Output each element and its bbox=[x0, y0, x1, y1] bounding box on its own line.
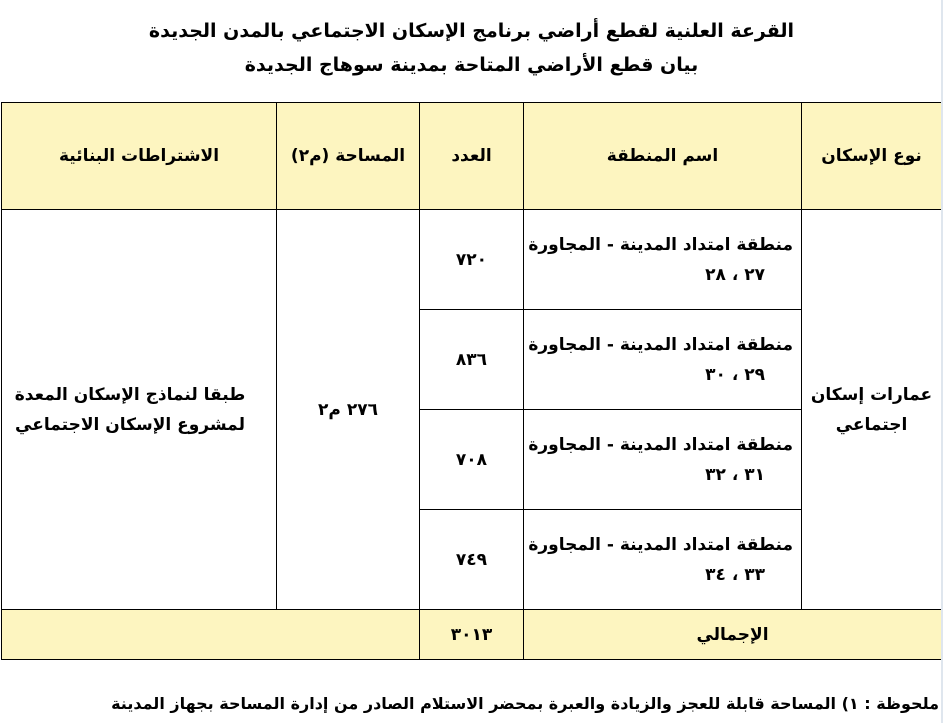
housing-type-line1: عمارات إسكان bbox=[810, 384, 933, 405]
count-cell: ٧٠٨ bbox=[420, 410, 524, 510]
area-cell: ٢٧٦ م٢ bbox=[277, 210, 420, 610]
zone-name-line1: منطقة امتداد المدينة - المجاورة bbox=[528, 434, 793, 455]
zone-name-cell bbox=[524, 410, 802, 510]
zone-name-line2: ٢٩ ، ٣٠ bbox=[705, 364, 765, 385]
total-empty-cell bbox=[2, 610, 420, 660]
count-cell: ٧٢٠ bbox=[420, 210, 524, 310]
total-label-cell: الإجمالي bbox=[524, 610, 942, 660]
column-header-housing-type: نوع الإسكان bbox=[802, 103, 942, 210]
zone-name-line1: منطقة امتداد المدينة - المجاورة bbox=[528, 234, 793, 255]
total-row bbox=[2, 610, 942, 660]
footnote: ملحوظة : ١) المساحة قابلة للعجز والزيادة والعبرة بمحضر الاستلام الصادر من إدارة المساحة بجهاز المدينة bbox=[111, 694, 939, 713]
column-header-count: العدد bbox=[420, 103, 524, 210]
conditions-line2: لمشروع الإسكان الاجتماعي bbox=[15, 414, 245, 435]
zone-name-cell bbox=[524, 210, 802, 310]
count-cell: ٧٤٩ bbox=[420, 510, 524, 610]
zone-name-line2: ٣١ ، ٣٢ bbox=[705, 464, 765, 485]
header-title-line2: بيان قطع الأراضي المتاحة بمدينة سوهاج الجديدة bbox=[244, 54, 699, 76]
table-header-row bbox=[2, 103, 942, 210]
zone-name-line2: ٢٧ ، ٢٨ bbox=[705, 264, 765, 285]
column-header-conditions: الاشتراطات البنائية bbox=[2, 103, 277, 210]
zone-name-line2: ٣٣ ، ٣٤ bbox=[705, 564, 765, 585]
housing-type-line2: اجتماعي bbox=[835, 414, 908, 435]
zone-name-cell bbox=[524, 310, 802, 410]
total-value-cell: ٣٠١٣ bbox=[420, 610, 524, 660]
header-title-line1: القرعة العلنية لقطع أراضي برنامج الإسكان الاجتماعي بالمدن الجديدة bbox=[148, 20, 795, 42]
document-header bbox=[0, 0, 943, 102]
conditions-cell bbox=[2, 210, 277, 610]
housing-type-cell bbox=[802, 210, 942, 610]
count-cell: ٨٣٦ bbox=[420, 310, 524, 410]
conditions-line1: طبقا لنماذج الإسكان المعدة bbox=[14, 384, 246, 405]
zone-name-line1: منطقة امتداد المدينة - المجاورة bbox=[528, 334, 793, 355]
land-plots-table bbox=[1, 102, 942, 660]
column-header-area: المساحة (م٢) bbox=[277, 103, 420, 210]
zone-name-cell bbox=[524, 510, 802, 610]
zone-name-line1: منطقة امتداد المدينة - المجاورة bbox=[528, 534, 793, 555]
column-header-zone-name: اسم المنطقة bbox=[524, 103, 802, 210]
table-row bbox=[2, 210, 942, 310]
